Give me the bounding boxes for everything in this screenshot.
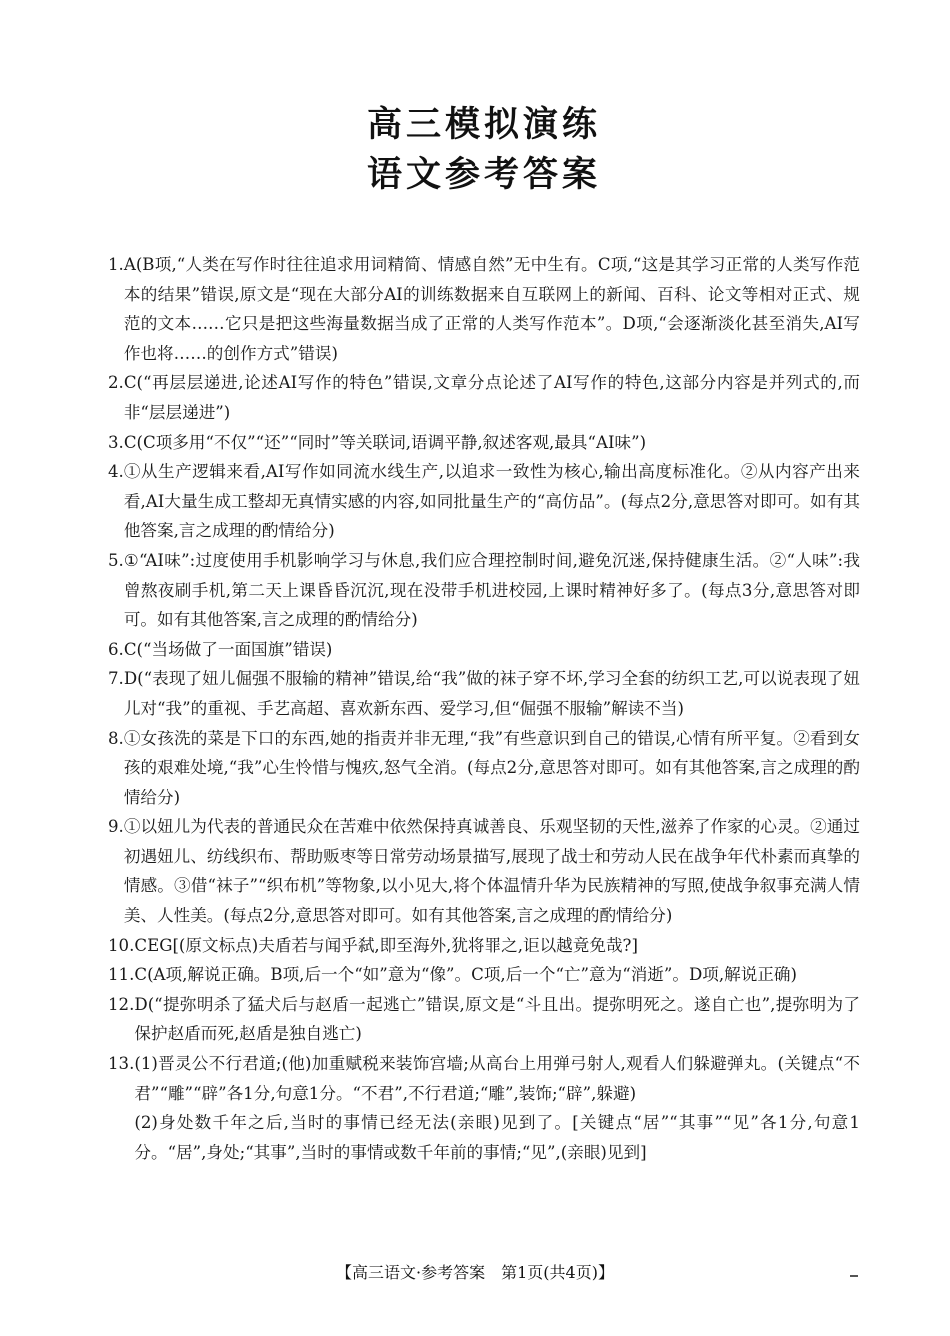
answer-body [134,990,860,1049]
answer-number: 9. [108,817,124,837]
answer-item [108,724,860,813]
answer-text: C(C项多用“不仅”“还”“同时”等关联词,语调平静,叙述客观,最具“AI味”) [123,432,647,452]
answer-item [108,368,860,427]
answer-number: 1. [108,255,124,274]
answer-item [108,812,860,930]
answer-item [108,428,860,458]
answer-number: 3. [108,432,124,452]
answer-number: 5. [108,550,124,570]
answer-body [124,457,860,546]
answer-text: ①以妞儿为代表的普通民众在苦难中依然保持真诚善良、乐观坚韧的天性,滋养了作家的心灵。②通过初遇妞儿、纺线织布、帮助贩枣等日常劳动场景描写,展现了战士和劳动人民在战争年代朴素而真挚的情感。③借“袜子”“织布机”等物象,以小见大,将个体温情升华为民族精神的写照,使战争叙事充满人情美、人性美。(每点2分,意思答对即可。如有其他答案,言之成理的酌情给分) [123,817,860,926]
answer-text: C(“当场做了一面国旗”错误) [123,639,333,659]
answer-item [108,960,860,990]
answer-text: A(B项,“人类在写作时往往追求用词精简、情感自然”无中生有。C项,“这是其学习正常的人类写作范本的结果”错误,原文是“现在大部分AI的训练数据来自互联网上的新闻、百科、论文等相对正式、规范的文本……它只是把这些海量数据当成了正常的人类写作范本”。D项,“会逐渐淡化甚至消失,AI写作也将……的创作方式”错误) [123,255,860,363]
answer-body [124,664,860,723]
answer-item [108,1049,860,1167]
answer-body [124,635,860,665]
answer-number: 2. [108,373,124,393]
answer-item [108,250,860,368]
answer-item [108,990,860,1049]
answer-text: C(A项,解说正确。B项,后一个“如”意为“像”。C项,后一个“亡”意为“消逝”。D项,解说正确) [134,965,797,985]
answer-body [124,250,860,368]
answer-text: (1)晋灵公不行君道;(他)加重赋税来装饰宫墙;从高台上用弹弓射人,观看人们躲避弹丸。(关键点“不君”“雕”“辟”各1分,句意1分。“不君”,不行君道;“雕”,装饰;“辟”,躲避) [134,1054,860,1103]
page-title: 高三模拟演练 [366,105,601,145]
answer-number: 4. [108,462,124,482]
answer-text: ①女孩洗的菜是下口的东西,她的指责并非无理,“我”有些意识到自己的错误,心情有所平复。②看到女孩的艰难处境,“我”心生怜惜与愧疚,怒气全消。(每点2分,意思答对即可。如有其他答案,言之成理的酌情给分) [123,728,860,807]
answer-number: 12. [108,994,135,1014]
answer-number: 7. [108,669,124,689]
answer-text: ①从生产逻辑来看,AI写作如同流水线生产,以追求一致性为核心,输出高度标准化。②从内容产出来看,AI大量生成工整却无真情实感的内容,如同批量生产的“高仿品”。(每点2分,意思答对即可。如有其他答案,言之成理的酌情给分) [123,462,860,541]
answer-body [124,368,860,427]
answer-number: 6. [108,639,124,659]
answer-item [108,664,860,723]
answer-body [134,1049,860,1167]
answer-number: 10. [108,935,135,955]
answer-text: ①“AI味”:过度使用手机影响学习与休息,我们应合理控制时间,避免沉迷,保持健康生活。②“人味”:我曾熬夜刷手机,第二天上课昏昏沉沉,现在没带手机进校园,上课时精神好多了。(每点3分,意思答对即可。如有其他答案,言之成理的酌情给分) [123,550,860,630]
answer-text: (2)身处数千年之后,当时的事情已经无法(亲眼)见到了。[关键点“居”“其事”“见”各1分,句意1分。“居”,身处;“其事”,当时的事情或数千年前的事情;“见”,(亲眼)见到] [134,1113,860,1162]
answer-text: D(“提弥明杀了猛犬后与赵盾一起逃亡”错误,原文是“斗且出。提弥明死之。遂自亡也”,提弥明为了保护赵盾而死,赵盾是独自逃亡) [134,994,860,1044]
title-block [108,100,860,200]
answer-number: 11. [108,965,135,985]
answer-text: D(“表现了妞儿倔强不服输的精神”错误,给“我”做的袜子穿不坏,学习全套的纺织工艺,可以说表现了妞儿对“我”的重视、手艺高超、喜欢新东西、爱学习,但“倔强不服输”解读不当) [123,669,860,718]
answer-number: 13. [108,1054,135,1074]
answer-item [108,546,860,635]
page-footer: 【高三语文·参考答案 第1页(共4页)】 [336,1263,614,1282]
answer-list [108,250,860,1167]
answer-number: 8. [108,728,124,748]
page-subtitle: 语文参考答案 [366,155,601,195]
answer-text: CEG[(原文标点)夫盾若与闻乎弑,即至海外,犹将罪之,讵以越竟免哉?] [134,935,638,955]
answer-body [124,812,860,930]
answer-body [124,546,860,635]
answer-body [124,724,860,813]
answer-body [134,931,860,961]
answer-body [124,428,860,458]
answer-item [108,635,860,665]
answer-text: C(“再层层递进,论述AI写作的特色”错误,文章分点论述了AI写作的特色,这部分内容是并列式的,而非“层层递进”) [123,373,860,422]
answer-item [108,457,860,546]
corner-mark [850,1275,858,1277]
answer-body [134,960,860,990]
answer-item [108,931,860,961]
